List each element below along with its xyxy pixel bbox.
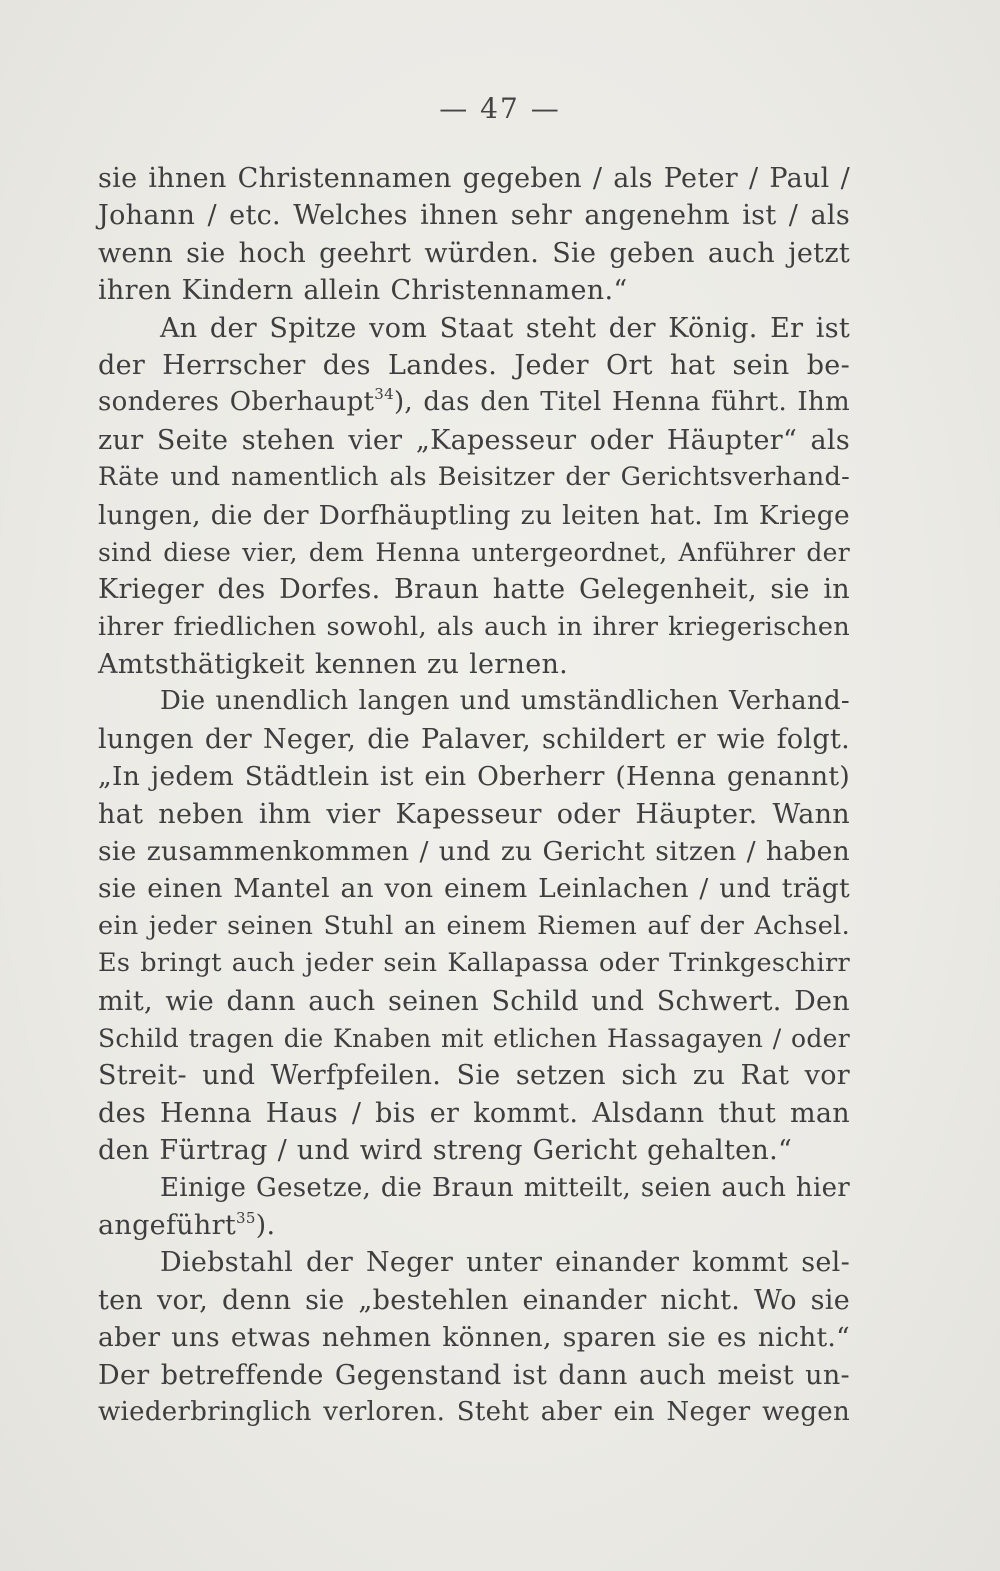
text-line: „In jedem Städtlein ist ein Oberherr (Henna genannt) xyxy=(98,761,850,793)
text-line: Amtsthätigkeit kennen zu lernen. xyxy=(98,649,569,681)
page-number: — 47 — xyxy=(439,92,561,125)
text-line: des Henna Haus / bis er kommt. Alsdann thut man xyxy=(98,1097,850,1129)
text-line: wiederbringlich verloren. Steht aber ein Neger wegen xyxy=(98,1396,850,1427)
text-line: Es bringt auch jeder sein Kallapassa oder Trinkgeschirr xyxy=(98,948,850,979)
text-line: Räte und namentlich als Beisitzer der Gerichtsverhand- xyxy=(98,462,850,493)
text-line: sie ihnen Christennamen gegeben / als Peter / Paul / xyxy=(98,163,850,194)
line-text: ). xyxy=(255,1209,276,1241)
text-line: lungen der Neger, die Palaver, schildert er wie folgt. xyxy=(98,723,850,755)
footnote-marker: 34 xyxy=(374,385,394,404)
text-line: zur Seite stehen vier „Kapesseur oder Häupter“ als xyxy=(98,424,850,456)
text-line: lungen, die der Dorfhäuptling zu leiten hat. Im Kriege xyxy=(98,499,850,531)
line-text: sonderes Oberhaupt xyxy=(98,387,375,418)
text-line: Die unendlich langen und umständlichen Verhand- xyxy=(160,686,850,717)
body-text xyxy=(98,160,850,1431)
text-line: sind diese vier, dem Henna untergeordnet, Anführer der xyxy=(98,537,850,567)
text-line: ihren Kindern allein Christennamen.“ xyxy=(98,275,628,307)
text-line: Einige Gesetze, die Braun mitteilt, seien auch hier xyxy=(160,1172,850,1203)
text-line: hat neben ihm vier Kapesseur oder Häupter. Wann xyxy=(98,798,850,830)
text-line: mit, wie dann auch seinen Schild und Schwert. Den xyxy=(98,985,850,1017)
text-line: Der betreffende Gegenstand ist dann auch meist un- xyxy=(98,1359,850,1391)
text-line: Streit- und Werfpfeilen. Sie setzen sich zu Rat vor xyxy=(98,1060,850,1092)
text-line: der Herrscher des Landes. Jeder Ort hat sein be- xyxy=(98,349,850,381)
text-line: den Fürtrag / und wird streng Gericht gehalten.“ xyxy=(98,1135,793,1167)
text-line: An der Spitze vom Staat steht der König. Er ist xyxy=(160,312,850,344)
text-line: ten vor, denn sie „bestehlen einander nicht. Wo sie xyxy=(98,1284,850,1316)
text-line xyxy=(98,1207,850,1244)
text-line: aber uns etwas nehmen können, sparen sie es nicht.“ xyxy=(98,1322,850,1354)
text-line xyxy=(98,384,850,421)
text-line: sie einen Mantel an von einem Leinlachen / und trägt xyxy=(98,873,850,905)
text-line: Schild tragen die Knaben mit etlichen Hassagayen / oder xyxy=(98,1023,850,1053)
text-line: Johann / etc. Welches ihnen sehr angenehm ist / als xyxy=(98,200,850,232)
text-line: ihrer friedlichen sowohl, als auch in ihrer kriegerischen xyxy=(98,611,850,642)
text-line: ein jeder seinen Stuhl an einem Riemen auf der Achsel. xyxy=(98,910,850,941)
line-text: angeführt xyxy=(98,1209,236,1241)
footnote-marker: 35 xyxy=(235,1208,256,1227)
text-line: sie zusammenkommen / und zu Gericht sitzen / haben xyxy=(98,836,850,868)
text-line: Krieger des Dorfes. Braun hatte Gelegenheit, sie in xyxy=(98,574,850,606)
text-line: wenn sie hoch geehrt würden. Sie geben auch jetzt xyxy=(98,237,850,269)
text-line: Diebstahl der Neger unter einander kommt sel- xyxy=(160,1247,850,1279)
line-text: ), das den Titel Henna führt. Ihm xyxy=(393,387,850,418)
